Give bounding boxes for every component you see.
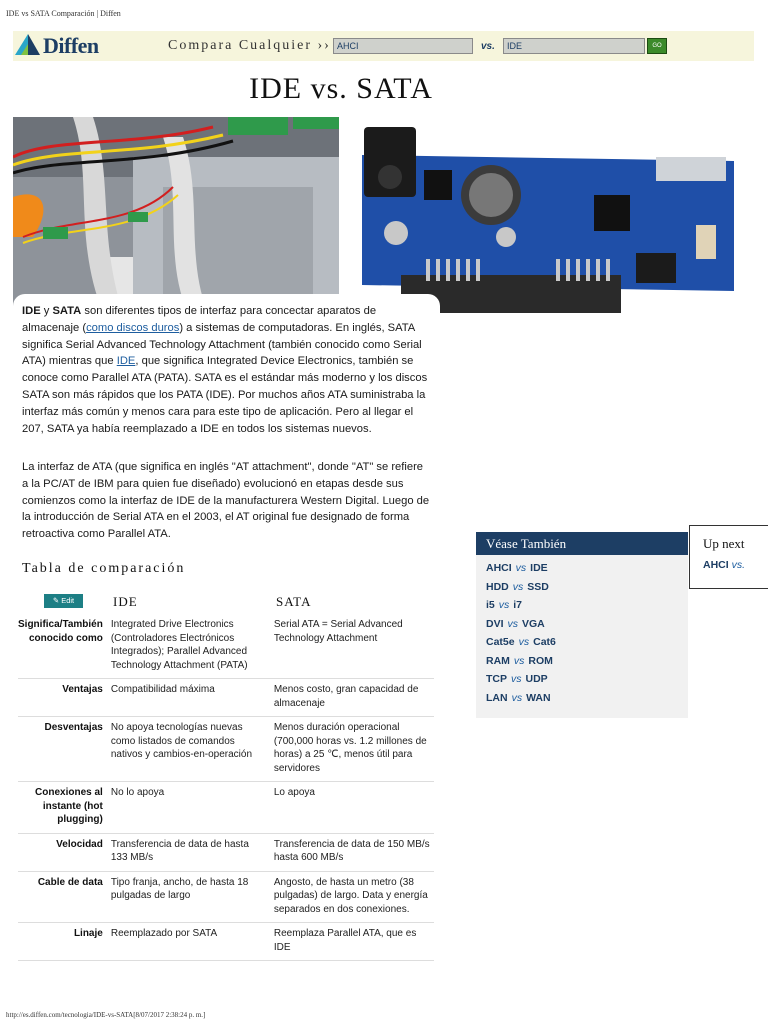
vs-text: vs: [507, 617, 519, 630]
vs-label: vs.: [481, 41, 495, 52]
page-title: IDE vs. SATA: [249, 72, 433, 105]
vs-text: vs.: [731, 559, 746, 571]
sata-cell: Serial ATA = Serial Advanced Technology Attachment: [270, 614, 434, 679]
item-a[interactable]: AHCI: [486, 562, 512, 574]
text-run: ) a sistemas de computadoras. En inglés, SATA significa Serial Advanced Technology Attachment (también conocido como Serial ATA) mientras que: [22, 321, 422, 368]
text-run: son diferentes tipos de interfaz para concectar aparatos de almacenaje (: [22, 305, 377, 334]
column-header-sata: SATA: [276, 594, 312, 609]
item-a[interactable]: i5: [486, 599, 495, 611]
hard-disk-link[interactable]: como discos duros: [86, 321, 180, 334]
item-b[interactable]: i7: [513, 599, 523, 611]
item-a[interactable]: TCP: [486, 673, 507, 685]
see-also-header: [476, 532, 688, 555]
vs-text: vs: [515, 562, 527, 574]
vs-text: vs: [498, 599, 510, 611]
ide-cell: Integrated Drive Electronics (Controladores Electrónicos Integrados); Parallel Advanced Technology Attachment (PATA): [107, 614, 270, 679]
table-row: [18, 833, 434, 871]
table-row: [18, 782, 434, 834]
compare-anything-label: Compara Cualquier ››: [168, 38, 331, 53]
see-also-list: [486, 562, 556, 710]
see-also-item[interactable]: [486, 636, 556, 655]
print-page-title: IDE vs SATA Comparación | Diffen: [6, 9, 121, 18]
sata-cell: Transferencia de data de 150 MB/s hasta 600 MB/s: [270, 833, 434, 871]
item-b[interactable]: VGA: [522, 617, 545, 630]
vs-text: vs: [518, 636, 530, 648]
see-also-title: Véase También: [486, 536, 567, 551]
table-row: [18, 923, 434, 961]
up-next-item-a[interactable]: AHCI: [703, 559, 729, 571]
compare-right-input[interactable]: IDE: [503, 38, 645, 54]
ide-cell: Tipo franja, ancho, de hasta 18 pulgadas de largo: [107, 871, 270, 923]
item-b[interactable]: IDE: [530, 562, 548, 574]
ide-cell: No lo apoya: [107, 782, 270, 834]
see-also-item[interactable]: [486, 692, 556, 711]
diffen-logo-text[interactable]: Diffen: [43, 33, 99, 58]
item-b[interactable]: UDP: [525, 673, 548, 685]
item-a[interactable]: RAM: [486, 654, 510, 667]
sata-term: SATA: [52, 305, 82, 317]
print-page-url: http://es.diffen.com/tecnologia/IDE-vs-SATA[8/07/2017 2:38:24 p. m.]: [6, 1011, 206, 1019]
comparison-table-title: Tabla de comparación: [22, 561, 186, 576]
ide-term: IDE: [22, 305, 41, 317]
text-run: y: [40, 305, 53, 317]
row-label: Cable de data: [18, 871, 107, 923]
vs-text: vs: [512, 580, 524, 593]
intro-paragraph-1: [22, 303, 432, 437]
sata-cell: Menos duración operacional (700,000 horas vs. 1.2 millones de horas) a 25 ℃, menos útil para servidores: [270, 717, 434, 782]
column-header-ide: IDE: [113, 594, 138, 609]
ide-link[interactable]: IDE: [116, 355, 136, 368]
see-also-item[interactable]: [486, 618, 556, 637]
vs-text: vs: [511, 691, 523, 704]
ide-cell: Reemplazado por SATA: [107, 923, 270, 961]
table-row: [18, 679, 434, 717]
up-next-item[interactable]: [703, 559, 745, 571]
comparison-table: [18, 614, 434, 961]
see-also-item[interactable]: [486, 655, 556, 674]
item-b[interactable]: WAN: [526, 691, 551, 704]
row-label: Conexiones al instante (hot plugging): [18, 782, 107, 834]
table-row: [18, 871, 434, 923]
ide-cell: Transferencia de data de hasta 133 MB/s: [107, 833, 270, 871]
computer-cables-photo: [13, 117, 339, 313]
item-a[interactable]: DVI: [486, 617, 504, 630]
intro-paragraph-2: La interfaz de ATA (que significa en inglés "AT attachment", donde "AT" se refiere a la PC/AT de IBM para quien fue diseñado) evolucionó en etapas desde sus comienzos como la interfaz de IDE de la manufacturera Western Digital. Luego de la introducción de Serial ATA en el 2003, el AT original fue designado de forma retroactiva como Parallel ATA.: [22, 461, 430, 541]
table-row: [18, 614, 434, 679]
see-also-item[interactable]: [486, 581, 556, 600]
sata-cell: Menos costo, gran capacidad de almacenaje: [270, 679, 434, 717]
item-a[interactable]: LAN: [486, 691, 508, 704]
ide-cell: No apoya tecnologías nuevas como listados de comandos nativos y cambios-en-operación: [107, 717, 270, 782]
vs-text: vs: [513, 654, 525, 667]
ide-cell: Compatibilidad máxima: [107, 679, 270, 717]
row-label: Desventajas: [18, 717, 107, 782]
item-a[interactable]: HDD: [486, 580, 509, 593]
see-also-item[interactable]: [486, 599, 556, 618]
sata-cell: Angosto, de hasta un metro (38 pulgadas) de largo. Data y energía separados en dos conexiones.: [270, 871, 434, 923]
see-also-item[interactable]: [486, 673, 556, 692]
item-a[interactable]: Cat5e: [486, 636, 515, 648]
edit-button[interactable]: ✎ Edit: [44, 594, 83, 608]
up-next-panel[interactable]: [689, 525, 768, 589]
up-next-title: Up next: [703, 536, 745, 551]
item-b[interactable]: ROM: [528, 654, 553, 667]
vs-text: vs: [511, 673, 522, 685]
row-label: Velocidad: [18, 833, 107, 871]
table-row: [18, 717, 434, 782]
sata-circuit-board-photo: [356, 125, 736, 313]
sata-cell: Reemplaza Parallel ATA, que es IDE: [270, 923, 434, 961]
row-label: Significa/También conocido como: [18, 614, 107, 679]
item-b[interactable]: Cat6: [533, 636, 556, 648]
row-label: Linaje: [18, 923, 107, 961]
sata-cell: Lo apoya: [270, 782, 434, 834]
row-label: Ventajas: [18, 679, 107, 717]
compare-left-input[interactable]: AHCI: [333, 38, 473, 54]
text-run: , que significa Integrated Device Electronics, también se conoce como Parallel ATA (PATA). SATA es el estándar más moderno y los discos SATA son más rápidos que los PATA (IDE). Por muchos años ATA suministraba la interfaz más común y menos cara para este tipo de aplicación. Pero al llegar el 207, SATA ya había reemplazado a IDE en todos los sistemas nuevos.: [22, 355, 428, 435]
go-button[interactable]: GO: [647, 38, 667, 54]
edit-label: Edit: [61, 596, 75, 605]
see-also-item[interactable]: [486, 562, 556, 581]
item-b[interactable]: SSD: [527, 580, 549, 593]
